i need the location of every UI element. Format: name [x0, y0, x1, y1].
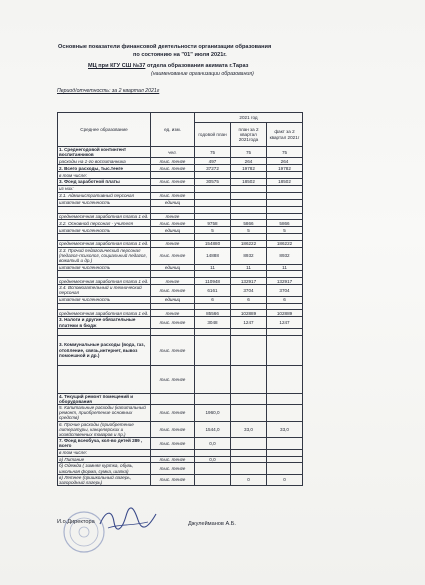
row-fact-q: 18502 [267, 179, 303, 186]
row-plan-q [231, 206, 267, 213]
row-name: 3. Фонд заработной платы [58, 179, 151, 186]
table-row [58, 185, 303, 192]
signer-title: И.о.Директора [57, 519, 95, 525]
row-name: штатная численность [58, 296, 151, 303]
row-unit: тыс. тенге [151, 158, 195, 165]
row-plan [195, 199, 231, 206]
row-plan: 11 [195, 264, 231, 271]
row-name: 7. Фонд всеобуча, кол-во детей 289 , всего [58, 438, 151, 449]
row-plan: 3048 [195, 317, 231, 328]
row-fact-q: 3704 [267, 285, 303, 296]
table-row [58, 227, 303, 234]
row-fact-q: 5866 [267, 220, 303, 227]
row-fact-q [267, 463, 303, 474]
row-plan: 6161 [195, 285, 231, 296]
finance-table [57, 112, 303, 486]
row-plan: 14888 [195, 247, 231, 264]
row-plan [195, 335, 231, 365]
row-plan [195, 365, 231, 393]
col-header-fact-q: факт за 2 квартал 2021г [267, 123, 303, 147]
row-plan [195, 463, 231, 474]
table-row [58, 393, 303, 404]
row-unit: единиц [151, 296, 195, 303]
row-name: среднемесячная заработная плата 1 ед. [58, 278, 151, 285]
row-plan-q: 1247 [231, 317, 267, 328]
row-fact-q: 8932 [267, 247, 303, 264]
table-row [58, 296, 303, 303]
row-fact-q: 6 [267, 296, 303, 303]
row-name: в том числе: [58, 449, 151, 456]
row-plan-q: 5 [231, 227, 267, 234]
row-name: 3.4. Вспомогательный и технический персонал [58, 285, 151, 296]
row-plan: 110948 [195, 278, 231, 285]
row-unit: тыс. тенге [151, 317, 195, 328]
table-row [58, 172, 303, 179]
row-fact-q [267, 199, 303, 206]
row-unit: тенге [151, 310, 195, 317]
row-name: 6. Прочие расходы (приобретение литературы, канцелярских и хозяйственных товаров и пр.) [58, 421, 151, 438]
row-plan-q [231, 393, 267, 404]
row-plan-q: 19782 [231, 165, 267, 172]
table-row [58, 456, 303, 463]
table-row [58, 317, 303, 328]
row-plan: 9758 [195, 220, 231, 227]
table-row [58, 365, 303, 393]
row-plan-q: 8932 [231, 247, 267, 264]
row-plan: 154880 [195, 241, 231, 248]
table-row [58, 271, 303, 278]
row-plan [195, 185, 231, 192]
col-header-name: Среднее образование [58, 113, 151, 147]
table-row [58, 303, 303, 310]
org-caption: (наименование организации образования) [151, 71, 254, 77]
row-name [58, 234, 151, 241]
row-plan-q: 18502 [231, 179, 267, 186]
row-name: а) Питание [58, 456, 151, 463]
row-plan-q: 132917 [231, 278, 267, 285]
table-row [58, 438, 303, 449]
row-unit: тенге [151, 241, 195, 248]
row-name: 3.3. Прочий педагогический персонал (педагог-психолог, социальный педагог, вожатый и др.) [58, 247, 151, 264]
row-fact-q [267, 213, 303, 220]
table-row [58, 328, 303, 335]
col-header-unit: ед. изм. [151, 113, 195, 147]
row-plan-q [231, 449, 267, 456]
row-unit: единиц [151, 199, 195, 206]
row-unit: тыс. тенге [151, 220, 195, 227]
row-plan: 85566 [195, 310, 231, 317]
row-name: 4. Текущий ремонт помещений и оборудования [58, 393, 151, 404]
row-plan-q [231, 213, 267, 220]
row-fact-q [267, 438, 303, 449]
row-unit: тыс. тенге [151, 365, 195, 393]
row-name: 3.1. Административный персонал [58, 192, 151, 199]
row-name [58, 365, 151, 393]
org-name [88, 63, 248, 69]
row-unit: тыс. тенге [151, 474, 195, 485]
row-name: 2. Всего расходы, тыс.тенге [58, 165, 151, 172]
row-fact-q [267, 365, 303, 393]
row-unit: тыс. тенге [151, 165, 195, 172]
row-plan: 1544,0 [195, 421, 231, 438]
row-fact-q: 33,0 [267, 421, 303, 438]
row-plan [195, 234, 231, 241]
row-unit [151, 234, 195, 241]
table-row [58, 165, 303, 172]
row-unit: тыс. тенге [151, 463, 195, 474]
table-row [58, 192, 303, 199]
row-name [58, 328, 151, 335]
row-plan-q [231, 199, 267, 206]
table-row [58, 220, 303, 227]
row-unit: тыс. тенге [151, 192, 195, 199]
row-plan: 30575 [195, 179, 231, 186]
row-name: среднемесячная заработная плата 1 ед. [58, 310, 151, 317]
table-row [58, 206, 303, 213]
row-name: среднемесячная заработная плата 1 ед. [58, 241, 151, 248]
row-plan: 0,0 [195, 438, 231, 449]
table-row [58, 474, 303, 485]
table-row [58, 234, 303, 241]
table-row [58, 179, 303, 186]
row-plan-q: 33,0 [231, 421, 267, 438]
row-plan-q: 186222 [231, 241, 267, 248]
table-row [58, 285, 303, 296]
row-name [58, 271, 151, 278]
row-plan-q [231, 405, 267, 422]
row-plan: 6 [195, 296, 231, 303]
table-row [58, 405, 303, 422]
row-plan [195, 393, 231, 404]
row-name: штатная численность [58, 199, 151, 206]
row-unit: тыс. тенге [151, 405, 195, 422]
row-unit: тыс. тенге [151, 335, 195, 365]
row-name: штатная численность [58, 227, 151, 234]
row-unit: единиц [151, 227, 195, 234]
row-fact-q: 0 [267, 474, 303, 485]
row-plan-q [231, 456, 267, 463]
row-unit: тыс. тенге [151, 438, 195, 449]
row-name: расходы на 1-го воспитанника [58, 158, 151, 165]
row-fact-q [267, 271, 303, 278]
row-fact-q [267, 185, 303, 192]
row-plan-q [231, 192, 267, 199]
table-row [58, 247, 303, 264]
row-unit [151, 206, 195, 213]
row-plan: 5 [195, 227, 231, 234]
row-fact-q [267, 328, 303, 335]
row-plan-q: 102889 [231, 310, 267, 317]
row-plan-q [231, 271, 267, 278]
row-unit: тенге [151, 278, 195, 285]
col-header-plan-q: план за 2 квартал 2021года [231, 123, 267, 147]
row-plan-q [231, 365, 267, 393]
handwritten-signature [98, 506, 158, 534]
row-fact-q: 186222 [267, 241, 303, 248]
row-plan [195, 303, 231, 310]
col-header-plan: годовой план [195, 123, 231, 147]
row-fact-q: 132917 [267, 278, 303, 285]
row-name: штатная численность [58, 264, 151, 271]
row-name: среднемесячная заработная плата 1 ед. [58, 213, 151, 220]
table-row [58, 147, 303, 158]
table-row [58, 310, 303, 317]
row-unit [151, 271, 195, 278]
row-unit: тыс. тенге [151, 456, 195, 463]
row-fact-q: 75 [267, 147, 303, 158]
row-plan-q: 11 [231, 264, 267, 271]
row-plan-q [231, 463, 267, 474]
row-plan: 75 [195, 147, 231, 158]
row-unit: тенге [151, 213, 195, 220]
row-fact-q [267, 303, 303, 310]
row-name: 1. Среднегодовой контингент воспитанников [58, 147, 151, 158]
row-unit [151, 172, 195, 179]
row-fact-q: 19782 [267, 165, 303, 172]
row-fact-q: 1247 [267, 317, 303, 328]
table-row [58, 158, 303, 165]
row-plan: 0,0 [195, 456, 231, 463]
table-row [58, 241, 303, 248]
row-plan-q: 5866 [231, 220, 267, 227]
col-header-year: 2021 год [195, 113, 303, 123]
row-unit: чел. [151, 147, 195, 158]
row-plan [195, 328, 231, 335]
row-plan-q: 6 [231, 296, 267, 303]
row-unit: тыс. тенге [151, 247, 195, 264]
table-row [58, 463, 303, 474]
doc-title-line1: Основные показатели финансовой деятельности организации образования [58, 44, 272, 50]
row-fact-q [267, 192, 303, 199]
row-unit: тыс. тенге [151, 179, 195, 186]
org-name-suffix: отдела образования акимата г.Тараз [145, 63, 249, 69]
row-plan-q [231, 438, 267, 449]
row-plan-q [231, 328, 267, 335]
row-plan: 37272 [195, 165, 231, 172]
row-unit [151, 328, 195, 335]
row-name: 5. Капитальные расходы (капитальный ремонт, приобретение основных средств) [58, 405, 151, 422]
row-name: в том числе: [58, 172, 151, 179]
row-plan-q [231, 234, 267, 241]
row-plan [195, 213, 231, 220]
row-plan [195, 206, 231, 213]
row-unit [151, 449, 195, 456]
row-plan-q [231, 185, 267, 192]
row-unit [151, 185, 195, 192]
org-name-prefix: МЦ при КГУ СШ №37 [88, 63, 146, 69]
row-plan-q: 75 [231, 147, 267, 158]
row-name [58, 303, 151, 310]
row-name [58, 206, 151, 213]
row-fact-q [267, 234, 303, 241]
table-row [58, 449, 303, 456]
row-fact-q: 5 [267, 227, 303, 234]
row-plan-q: 3704 [231, 285, 267, 296]
row-fact-q [267, 449, 303, 456]
row-plan-q [231, 172, 267, 179]
row-unit: тыс. тенге [151, 421, 195, 438]
row-fact-q: 11 [267, 264, 303, 271]
row-fact-q [267, 393, 303, 404]
row-fact-q [267, 206, 303, 213]
row-fact-q [267, 405, 303, 422]
report-period: Период/отчетность: за 2 квартал 2021г [57, 88, 160, 94]
row-plan-q [231, 303, 267, 310]
row-name: 3.2. Основной персонал - учителя [58, 220, 151, 227]
row-fact-q [267, 172, 303, 179]
row-name: 3. Коммунальные расходы (вода, газ, отопление, связь,интернет, вывоз помоешной и др.) [58, 335, 151, 365]
row-unit: единиц [151, 264, 195, 271]
row-plan [195, 449, 231, 456]
table-row [58, 421, 303, 438]
row-unit [151, 393, 195, 404]
table-row [58, 199, 303, 206]
row-plan [195, 474, 231, 485]
table-body [58, 147, 303, 486]
row-plan-q [231, 335, 267, 365]
table-row [58, 264, 303, 271]
row-unit: тыс. тенге [151, 285, 195, 296]
doc-title-line2: по состоянию на "01" июля 2021г. [133, 52, 227, 58]
row-fact-q: 264 [267, 158, 303, 165]
signer-name: Джулейманов А.Б. [188, 521, 236, 527]
row-fact-q: 102889 [267, 310, 303, 317]
row-plan-q: 0 [231, 474, 267, 485]
table-row [58, 335, 303, 365]
row-name: 3. Налоги и другие обязательные платежи в бюдж [58, 317, 151, 328]
row-fact-q [267, 335, 303, 365]
table-row [58, 278, 303, 285]
row-plan-q: 264 [231, 158, 267, 165]
row-fact-q [267, 456, 303, 463]
row-plan [195, 192, 231, 199]
row-plan: 497 [195, 158, 231, 165]
row-plan: 1960,0 [195, 405, 231, 422]
row-name: б) Одежда ( зимняя куртка, обувь, школьная форма, сумка, шапка) [58, 463, 151, 474]
row-unit [151, 303, 195, 310]
table-row [58, 213, 303, 220]
row-name: в) Летнее (пришкольный лагерь, загородный лагерь) [58, 474, 151, 485]
row-name: из них: [58, 185, 151, 192]
row-plan [195, 172, 231, 179]
row-plan [195, 271, 231, 278]
